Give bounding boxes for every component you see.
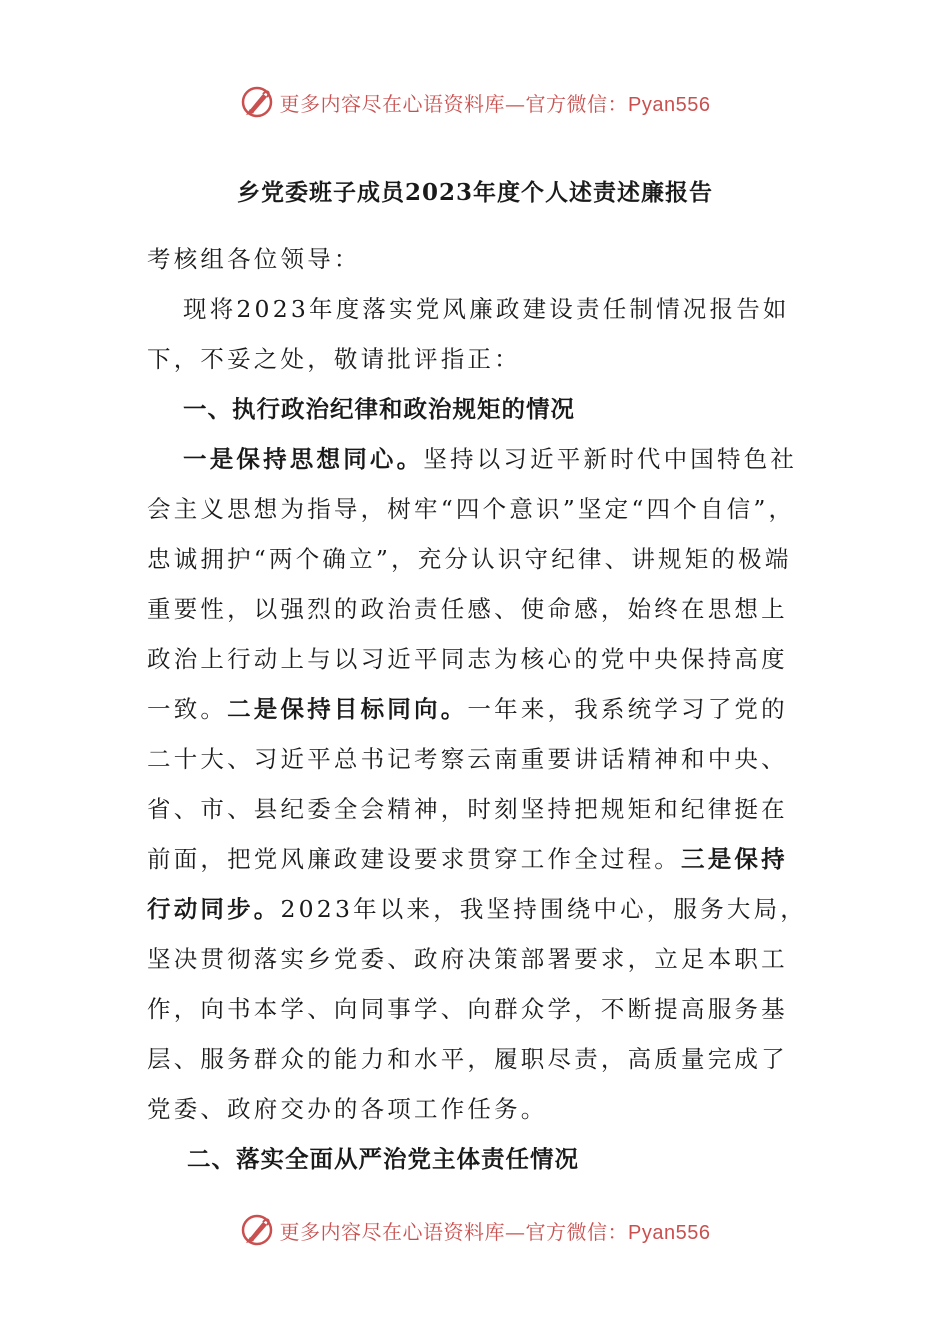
point1-text: 坚持以习近平新时代中国特色社会主义思想为指导，树牢“四个意识”坚定“四个自信”，忠诚拥护“两个确立”，充分认识守纪律、讲规矩的极端重要性，以强烈的政治责任感、使命感，始终在思想上政治上行动上与以习近平同志为核心的党中央保持高度一致。 (147, 445, 798, 723)
point2-label: 二是保持目标同向。 (227, 695, 468, 723)
wechat-id: Pyan556 (628, 1221, 711, 1244)
pen-nib-circle-icon (240, 85, 274, 119)
pen-nib-circle-icon (240, 1213, 274, 1247)
section1-heading: 一、执行政治纪律和政治规矩的情况 (183, 395, 575, 423)
watermark-banner-top (0, 80, 950, 124)
watermark-text: 更多内容尽在心语资料库—官方微信：Pyan556 (279, 91, 711, 116)
point3-label: 三是保持行动同步。 (147, 845, 788, 923)
section1-paragraph (147, 434, 807, 1134)
point1-label: 一是保持思想同心。 (183, 445, 424, 473)
point2-text: 一年来，我系统学习了党的二十大、习近平总书记考察云南重要讲话精神和中央、省、市、县纪委全会精神，时刻坚持把规矩和纪律挺在前面，把党风廉政建设要求贯穿工作全过程。 (147, 695, 788, 873)
document-title: 乡党委班子成员2023年度个人述责述廉报告 (236, 179, 713, 206)
watermark-text: 更多内容尽在心语资料库—官方微信：Pyan556 (279, 1219, 711, 1244)
salutation: 考核组各位领导： (147, 245, 361, 273)
section2-heading: 二、落实全面从严治党主体责任情况 (187, 1145, 579, 1173)
point3-text: 2023年以来，我坚持围绕中心，服务大局，坚决贯彻落实乡党委、政府决策部署要求，立足本职工作，向书本学、向同事学、向群众学，不断提高服务基层、服务群众的能力和水平，履职尽责，高质量完成了党委、政府交办的各项工作任务。 (147, 895, 808, 1123)
watermark-banner-bottom (0, 1208, 950, 1252)
intro-paragraph: 现将2023年度落实党风廉政建设责任制情况报告如下，不妥之处，敬请批评指正： (147, 295, 790, 373)
document-body (147, 234, 807, 1184)
wechat-id: Pyan556 (628, 93, 711, 116)
